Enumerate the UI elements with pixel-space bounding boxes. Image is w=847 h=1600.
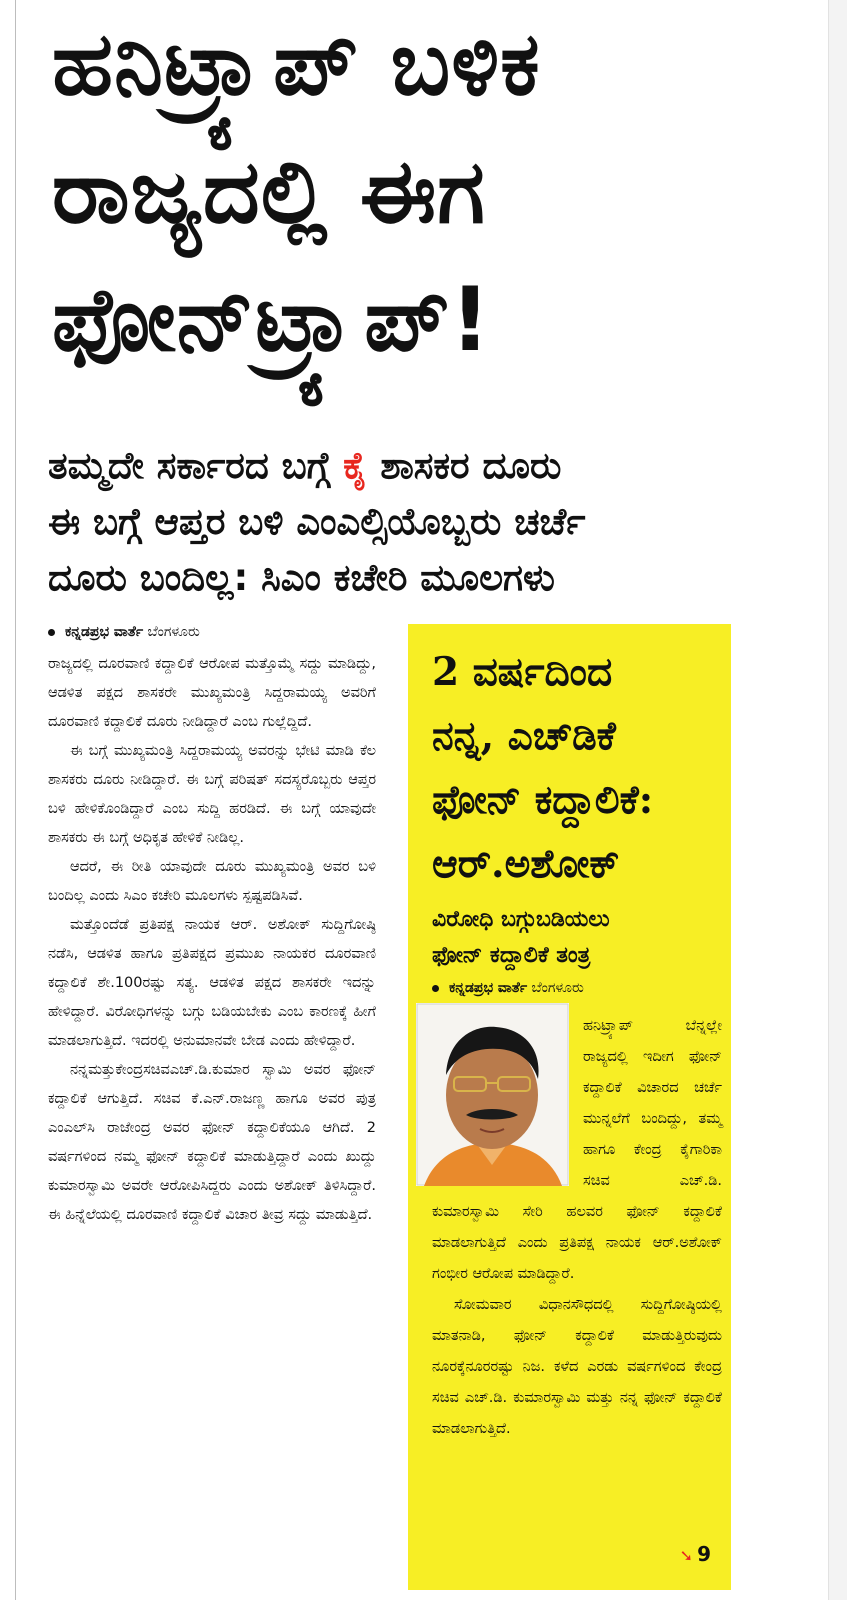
continued-marker [680,1542,711,1566]
story-paragraph: ನನ್ನಮತ್ತುಕೇಂದ್ರಸಚಿವಎಚ್.ಡಿ.ಕುಮಾರ ಸ್ವಾಮಿ ಅವರ ಫೋನ್ ಕದ್ದಾಲಿಕೆ ಆಗುತ್ತಿದೆ. ಸಚಿವ ಕೆ.ಎನ್.ರಾಜಣ್ಣ ಹಾಗೂ ಅವರ ಪುತ್ರ ಎಂಎಲ್‌ಸಿ ರಾಜೇಂದ್ರ ಅವರ ಫೋನ್ ಕದ್ದಾಲಿಕೆಯೂ ಆಗಿದೆ. 2 ವರ್ಷಗಳಿಂದ ನಮ್ಮ ಫೋನ್ ಕದ್ದಾಲಿಕೆ ಮಾಡುತ್ತಿದ್ದಾರೆ ಎಂದು ಖುದ್ದು ಕುಮಾರಸ್ವಾಮಿ ಅವರೇ ಆರೋಪಿಸಿದ್ದರು ಎಂದು ಅಶೋಕ್ ತಿಳಿಸಿದ್ದಾರೆ. ಈ ಹಿನ್ನೆಲೆಯಲ್ಲಿ ದೂರವಾಣಿ ಕದ್ದಾಲಿಕೆ ವಿಚಾರ ತೀವ್ರ ಸದ್ದು ಮಾಡುತ್ತಿದೆ. [48,1062,376,1223]
subhead-2: ಈ ಬಗ್ಗೆ ಆಪ್ತರ ಬಳಿ ಎಂಎಲ್ಸಿಯೊಬ್ಬರು ಚರ್ಚೆ [48,500,586,543]
headline-line-3: ಫೋನ್‌ಟ್ರ್ಯಾಪ್! [52,268,492,371]
sidebar-paragraph: ಸೋಮವಾರ ವಿಧಾನಸೌಧದಲ್ಲಿ ಸುದ್ದಿಗೋಷ್ಠಿಯಲ್ಲಿ ಮಾತನಾಡಿ, ಫೋನ್ ಕದ್ದಾಲಿಕೆ ಮಾಡುತ್ತಿರುವುದು ನೂರಕ್ಕೆನೂರರಷ್ಟು ನಿಜ. ಕಳೆದ ಎರಡು ವರ್ಷಗಳಿಂದ ಕೇಂದ್ರ ಸಚಿವ ಎಚ್.ಡಿ. ಕುಮಾರಸ್ವಾಮಿ ಮತ್ತು ನನ್ನ ಫೋನ್ ಕದ್ದಾಲಿಕೆ ಮಾಡಲಾಗುತ್ತಿದೆ. [432,1297,722,1437]
bullet-icon [432,985,439,992]
main-byline [48,622,376,642]
page-edge [828,0,847,1600]
sidebar-paragraph: ಹನಿಟ್ರ್ಯಾಪ್ ಬೆನ್ನಲ್ಲೇ ರಾಜ್ಯದಲ್ಲಿ ಇದೀಗ ಫೋನ್ ಕದ್ದಾಲಿಕೆ ವಿಚಾರದ ಚರ್ಚೆ ಮುನ್ನಲೆಗೆ ಬಂದಿದ್ದು, ತಮ್ಮ ಹಾಗೂ ಕೇಂದ್ರ ಕೈಗಾರಿಕಾ ಸಚಿವ ಎಚ್.ಡಿ. ಕುಮಾರಸ್ವಾಮಿ ಸೇರಿ ಹಲವರ ಫೋನ್ ಕದ್ದಾಲಿಕೆ ಮಾಡಲಾಗುತ್ತಿದೆ ಎಂದು ಪ್ರತಿಪಕ್ಷ ನಾಯಕ ಆರ್.ಅಶೋಕ್ ಗಂಭೀರ ಆರೋಪ ಮಾಡಿದ್ದಾರೆ. [432,1018,722,1282]
jump-page: 9 [697,1542,711,1566]
sidebar-box [408,624,731,1590]
story-paragraph: ಮತ್ತೊಂದೆಡೆ ಪ್ರತಿಪಕ್ಷ ನಾಯಕ ಆರ್. ಅಶೋಕ್ ಸುದ್ದಿಗೋಷ್ಠಿ ನಡೆಸಿ, ಆಡಳಿತ ಹಾಗೂ ಪ್ರತಿಪಕ್ಷದ ಪ್ರಮುಖ ನಾಯಕರ ದೂರವಾಣಿ ಕದ್ದಾಲಿಕೆ ಶೇ.100ರಷ್ಟು ಸತ್ಯ. ಆಡಳಿತ ಪಕ್ಷದ ಶಾಸಕರೇ ಇದನ್ನು ಹೇಳಿದ್ದಾರೆ. ವಿರೋಧಿಗಳನ್ನು ಬಗ್ಗು ಬಡಿಯಬೇಕು ಎಂಬ ಕಾರಣಕ್ಕೆ ಹೀಗೆ ಮಾಡಲಾಗುತ್ತಿದೆ. ಇದರಲ್ಲಿ ಅನುಮಾನವೇ ಬೇಡ ಎಂದು ಹೇಳಿದ್ದಾರೆ. [48,917,376,1049]
portrait-photo [416,1003,569,1186]
column-rule [15,0,16,1600]
sidebar-deck: ವಿರೋಧಿ ಬಗ್ಗುಬಡಿಯಲು ಫೋನ್ ಕದ್ದಾಲಿಕೆ ತಂತ್ರ [432,907,610,968]
story-paragraph: ಆದರೆ, ಈ ರೀತಿ ಯಾವುದೇ ದೂರು ಮುಖ್ಯಮಂತ್ರಿ ಅವರ ಬಳಿ ಬಂದಿಲ್ಲ ಎಂದು ಸಿಎಂ ಕಚೇರಿ ಮೂಲಗಳು ಸ್ಪಷ್ಟಪಡಿಸಿವೆ. [48,859,376,904]
subheadlines [48,438,818,606]
headline-line-1: ಹನಿಟ್ರ್ಯಾಪ್ ಬಳಿಕ [52,12,541,115]
byline-place: ಬೆಂಗಳೂರು [147,624,200,640]
sidebar-title: 2 ವರ್ಷದಿಂದ ನನ್ನ, ಎಚ್‌ಡಿಕೆ ಫೋನ್ ಕದ್ದಾಲಿಕೆ: ಆರ್.ಅಶೋಕ್ [432,649,654,887]
story-paragraph: ರಾಜ್ಯದಲ್ಲಿ ದೂರವಾಣಿ ಕದ್ದಾಲಿಕೆ ಆರೋಪ ಮತ್ತೊಮ್ಮೆ ಸದ್ದು ಮಾಡಿದ್ದು, ಆಡಳಿತ ಪಕ್ಷದ ಶಾಸಕರೇ ಮುಖ್ಯಮಂತ್ರಿ ಸಿದ್ದರಾಮಯ್ಯ ಅವರಿಗೆ ದೂರವಾಣಿ ಕದ್ದಾಲಿಕೆ ದೂರು ನೀಡಿದ್ದಾರೆ ಎಂಬ ಗುಲ್ಲೆದ್ದಿದೆ. [48,656,376,730]
sidebar-body [432,1011,722,1445]
highlight-word: ಕೈ [343,444,368,487]
headline [52,0,752,384]
sidebar-byline: ಕನ್ನಡಪ್ರಭ ವಾರ್ತೆ ಬೆಂಗಳೂರು [432,978,584,998]
jump-arrow-icon: ➘ [679,1546,694,1565]
story-paragraph: ಈ ಬಗ್ಗೆ ಮುಖ್ಯಮಂತ್ರಿ ಸಿದ್ದರಾಮಯ್ಯ ಅವರನ್ನು ಭೇಟಿ ಮಾಡಿ ಕೆಲ ಶಾಸಕರು ದೂರು ನೀಡಿದ್ದಾರೆ. ಈ ಬಗ್ಗೆ ಪರಿಷತ್ ಸದಸ್ಯರೊಬ್ಬರು ಆಪ್ತರ ಬಳಿ ಹೇಳಿಕೊಂಡಿದ್ದಾರೆ ಎಂಬ ಸುದ್ದಿ ಹರಡಿದೆ. ಈ ಬಗ್ಗೆ ಯಾವುದೇ ಶಾಸಕರು ಈ ಬಗ್ಗೆ ಅಧಿಕೃತ ಹೇಳಿಕೆ ನೀಡಿಲ್ಲ. [48,743,376,846]
headline-line-2: ರಾಜ್ಯದಲ್ಲಿ ಈಗ [52,140,486,243]
subhead-1: ತಮ್ಮದೇ ಸರ್ಕಾರದ ಬಗ್ಗೆ ಕೈ ಶಾಸಕರ ದೂರು [48,444,562,487]
portrait-illustration [416,1003,569,1186]
byline-paper: ಕನ್ನಡಪ್ರಭ ವಾರ್ತೆ [65,624,144,640]
main-story [48,622,376,1230]
bullet-icon [48,629,55,636]
subhead-3: ದೂರು ಬಂದಿಲ್ಲ: ಸಿಎಂ ಕಚೇರಿ ಮೂಲಗಳು [48,556,555,599]
